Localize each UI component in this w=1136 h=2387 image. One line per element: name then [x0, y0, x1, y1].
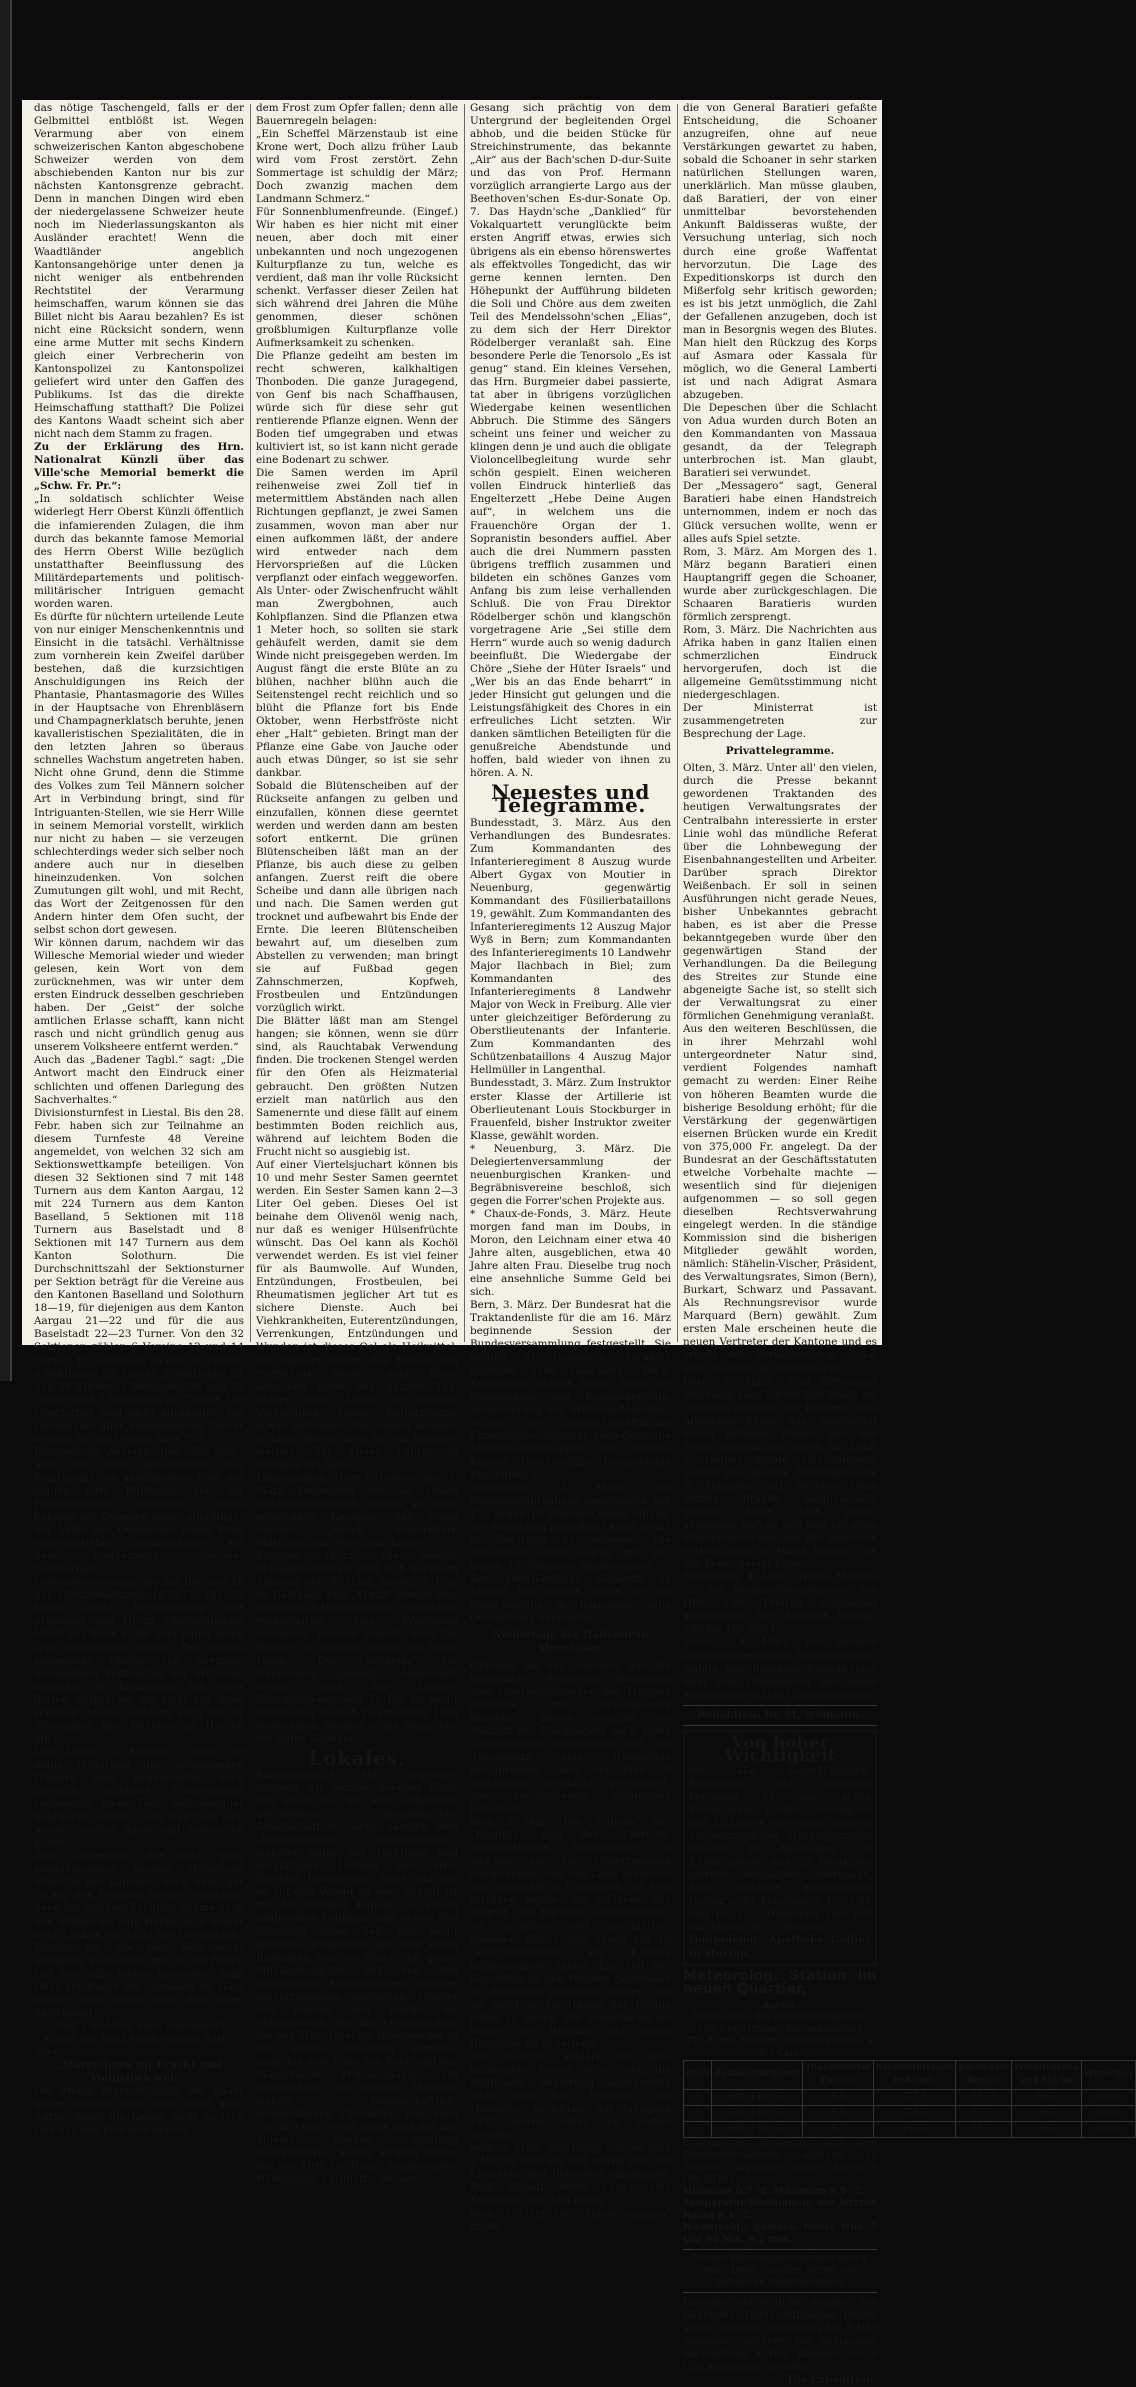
table-cell: 6,7 — [803, 2121, 873, 2137]
meteo-note: Niederschl., gemess. heute früh 7 Uhr 30 Min. 0,1 mm. — [683, 2221, 877, 2245]
paragraph: Bundesstadt, 3. März. Aus den Verhandlungen des Bundesrates. Zum Kommandanten des Infanterieregiment 8 Auszug wurde Albert Gygax von Moutier in Neuenburg, gegenwärtig Kommandant des Füsilierbataillons 19, gewählt. Zum Kommandanten des Infanterieregiments 12 Auszug Major Wyß in Bern; zum Kommandanten des Infanterieregiments 10 Landwehr Major Ilachbach in Biel; zum Kommandanten des Infanterieregiments 8 Landwehr Major von Weck in Freiburg. Alle vier unter gleichzeitiger Beförderung zu Oberstlieutenants der Infanterie. Zum Kommandanten des Schützenbataillons 4 Auszug Major Hellmüller in Langenthal. — [470, 816, 671, 1077]
meteo-table — [683, 2060, 1136, 2138]
paragraph: Die Blätter läßt man am Stengel hangen; sie können, wenn sie dürr sind, als Rauchtabak Verwendung finden. Die trockenen Stengel werden für den Ofen als Heizmaterial gebraucht. Den größten Nutzen erzielt man natürlich aus den Samenernte und diese fällt auf einem bestimmten Boden reichlich aus, während auf leichtem Boden die Frucht nicht so ausgiebig ist. — [256, 1015, 458, 1158]
table-cell: 737,1 — [956, 2121, 1012, 2137]
table-header-row — [684, 2060, 1136, 2089]
paragraph: die von General Baratieri gefaßte Entscheidung, die Schoaner anzugreifen, ohne auf neue Verstärkungen gewartet zu haben, sobald die Schoaner in sehr starken natürlichen Stellungen waren, unerklärlich. Man müsse glauben, daß Baratieri, der von einer unmittelbar bevorstehenden Ankunft Baldisseras wußte, der Versuchung unterlag, sich noch durch eine große Waffentat hervorzutun. Die Lage des Expeditionskorps ist durch den Mißerfolg sehr kritisch geworden; es ist bis jetzt unmöglich, die Zahl der Gefallenen anzugeben, doch ist man in Besorgnis wegen des Blutes. Man hielt den Rückzug des Korps auf Asmara oder Kassala für möglich, wo die General Lamberti ist und nach Adigrat Asmara abzugeben. — [683, 102, 877, 402]
table-row — [684, 2121, 1136, 2137]
paragraph: Für Sonnenblumenfreunde. (Eingef.) Wir haben es hier nicht mit einer neuen, aber doch mit einer unbekannten und noch ungezogenen Kulturpflanze zu tun, welche es verdient, daß man ihr volle Rücksicht schenkt. Verfasser dieser Zeilen hat sich während drei Jahren die Mühe genommen, dieser schönen großblumigen Kulturpflanze volle Aufmerksamkeit zu schenken. — [256, 206, 458, 349]
table-cell: 735,1 — [956, 2105, 1012, 2121]
divider — [683, 1705, 877, 1706]
paragraph: Divisionsturnfest in Liestal. Bis den 28. Febr. haben sich zur Teilnahme an diesem Turnfeste 48 Vereine angemeldet, von welchen 32 sich am Sektionswettkampfe beteiligen. Von diesen 32 Sektionen sind 7 mit 148 Turnern aus dem Kanton Aargau, 12 mit 224 Turnern aus dem Kanton Baselland, 5 Sektionen mit 118 Turnern aus Baselstadt und 8 Sektionen mit 147 Turnern aus dem Kanton Solothurn. Die Durchschnittszahl der Sektionsturner per Sektion beträgt für die Vereine aus den Kantonen Baselland und Solothurn 18—19, für diejenigen aus dem Kanton Aargau 21—22 und für die aus Baselstadt 22—23 Turner. Von den 32 Sektionen zählen 6 Vereine 12 und 14 Turner, 15 Sektionen 16 und 18 Turner, 4 Sektionen 20 Turner, 2 Sektionen 24 und 28 Turner, 3 Sektionen 30 und 32 Turner und 2 Sektionen 40 Turner. Die Oberturner sind nicht mitgezählt. Die Gesamtzahl aller angemeldeten Turner beträgt bis jetzt etwas über 750. — [34, 1106, 244, 1445]
expedition-signature: Die Expedition. — [787, 2374, 877, 2387]
verse-line: „Taut's im März nach Sommerart, — [49, 2019, 229, 2032]
table-cell: Abd. 9 Uhr 30 — [712, 2105, 803, 2121]
ad-title: Von hoher Wichtigkeit — [724, 1732, 836, 1766]
meteo-place: Aarau. — [762, 1999, 798, 2011]
paragraph: Olten, 3. März. Unter all' den vielen, durch die Presse bekannt gewordenen Traktanden des heutigen Verwaltungsrates der Centralbahn interessierte in erster Linie wohl das mündliche Referat über die Lohnbewegung der Eisenbahnangestellten und Arbeiter. Darüber sprach Direktor Weißenbach. Er soll in seinen Ausführungen nicht gerade Neues, bisher Unbekanntes gebracht haben, es ist aber die Presse bekanntgegeben wurde über den gegenwärtigen Stand der Verhandlungen. Da die Beilegung des Streites zur Stunde eine abgeneigte Sache ist, so stellt sich der Verwaltungsrat zu einer förmlichen Genehmigung veranlaßt. — [683, 762, 877, 1023]
meteo-note: Minimum 0,7 °C. Maximum 9,5 °C. — [683, 2185, 865, 2197]
left-binding-strip — [0, 0, 12, 1381]
paragraph: Rom, 3. März. Der König traf um halb 2 Uhr in Rom ein und wurde von den Ministern und Behörden empfangen. Bald darauf hatte Crispi eine Konferenz mit dem König. — [470, 2142, 671, 2207]
paragraph: Der Ministerrat ist zusammengetreten zur Besprechung der Lage. — [683, 702, 877, 741]
table-cell: 8,0 — [803, 2089, 873, 2105]
section-heading-lokales: Lokales. — [308, 1745, 406, 1770]
table-cell: 4. — [684, 2121, 712, 2137]
paragraph: Die Depeschen über die Schlacht von Adua wurden durch Boten an den Kommandanten von Massaua gesandt, da der Telegraph unterbrochen ist. Man glaubt, Baratieri sei verwundet. — [683, 402, 877, 480]
paragraph: * Chaux-de-Fonds, 3. März. Heute morgen fand man im Doubs, in Moron, den Leichnam einer etwa 40 Jahre alten, ausgeblichen, etwa 40 Jahre alten Frau. Dieselbe trug noch eine ansehnliche Summe Geld bei sich. — [470, 1207, 671, 1299]
table-cell: bew. — [1082, 2089, 1136, 2105]
paragraph: * Neuenburg, 3. März. Die Delegiertenversammlung der neuenburgischen Kranken- und Begräbnisvereine beschloß, sich gegen die Forrer'schen Projekte aus. — [470, 1142, 671, 1207]
paragraph: Rom, 3. März. Am Morgen des 1. März begann Baratieri einen Hauptangriff gegen die Schoaner, wurde aber zurückgeschlagen. Die Schaaren Baratieris wurden förmlich zersprengt. — [683, 545, 877, 623]
table-cell: Mitt. 1 Uhr 30 — [712, 2089, 803, 2105]
paragraph: Es dürfte für nüchtern urteilende Leute von nur einiger Menschenkenntnis und Einsicht in die tatsächl. Verhältnisse zum vornherein kein Zweifel darüber bestehen, daß die kurzsichtigen Anschuldigungen ins Reich der Phantasie, Phantasmagorie des Willes in der Hauptsache von Ehrenbläsern und Champagnerklatsch beruhte, jenen kavalleristischen Spezialitäten, die in den letzten Jahren so überaus schnelles Wachstum angetreten haben. Nicht ohne Grund, denn die Stimme des Volkes zum Teil Männern solcher Art in Verbindung bringt, sind für Intriguanten-Stellen, wie sie Herr Wille in seinem Memorial vorstellt, wirklich nur nicht zu haben — sie verzeugen schlechterdings weder sich selber noch andere auch nur in dieselben hineinzudenken. Von solchen Zumutungen gilt wohl, und mit Recht, das Wort der Zeitgenossen für den Andern hinter dem Ofen sucht, der selbst schon dort gewesen. — [34, 610, 244, 936]
table-cell: NW₁ — [1012, 2089, 1082, 2105]
paragraph: Auch angesichts der noch ganz ausnahmsweise großen Heustöcke wünsche der Landwirt noch nicht gar zu arg den Frühling herbei wünschen; denn bei starkem Frühling nähme er in den Ställen bis zum Herbst sich immer noch Lücken von 1893 her zu fürchten. — [34, 1850, 244, 1941]
verse: „Ein Scheffel Märzenstaub ist eine Krone wert, Doch allzu früher Laub wird vom Frost zerstört. Zehn Sommertage ist schuldig der März; Doch zwanzig machen dem Landmann Schmerz.“ — [256, 128, 458, 206]
paragraph: Washington, 3. März. Das Repräsentantenhaus genehmigte mit 175 gegen 19 Stimmen einen Antrag, die Resolution betreffend Kuba sofort in Beratung zu nehmen. Die Resolution selbst wurde mit 263 gegen 16 Stimmen angenommen. — Der amerikanische Gesandte in Madrid hat ganzen schon für die Zwischenfälle in Barcelona volle Genugtuung anerboten. — [470, 1481, 671, 1625]
meteo-note: Temperatur-Minimum in der letzten Nacht 6,1 °C. — [683, 2197, 877, 2221]
paragraph: Vom Lande. (O Korresp.) Durch die milde Witterung des vergangenen Winters sind gegenwärtig noch ziemlich reichliche Futtervorräte vorhanden; eines Teils, weil weniger gebraucht worden, teils weil man sich wieder solches fällen und zubereiten konnte. — [34, 1745, 244, 1850]
paragraph: Auf einer Viertelsjuchart können bis 10 und mehr Sester Samen geerntet werden. Ein Sester Samen kann 2—3 Liter Oel geben. Dieses Oel ist beinahe dem Olivenöl wenig nach, nur daß es weniger Hülsenfrüchte wünscht. Das Oel kann als Kochöl verwendet werden. Es ist viel feiner für als Baumwolle. Auf Wunden, Entzündungen, Frostbeulen, bei Rheumatismen jeglicher Art tut es sichere Dienste. Auch bei Viehkrankheiten, Euterentzündungen, Verrenkungen, Entzündungen und Wunden ist dieses Oel als Heilmittel. Die Blättern liefern den Bienen den trefflichste Weide; denn diese besuchen diese den ganzen Tag. Mögen diese Zeilen zur weitern Verbreitung dieser Kulturpflanze etwas beitragen. Die Samen können, so lange Vorrat, noch bei mir bezogen werden. Sig. Meier, Lehrer in Kättigen bei Aarau. — [256, 1158, 458, 1471]
divider — [683, 1725, 877, 1726]
table-cell: 3. — [684, 2105, 712, 2121]
paragraph: Sobald die Blütenscheiben auf der Rückseite anfangen zu gelben und einzufallen, können diese geerntet werden und werden dann am besten sofort entkernt. Die grünen Blütenscheiben läßt man an der Pflanze, bis auch diese zu gelben anfangen. Zuerst reift die obere Scheibe und dann alle übrigen nach und nach. Die Samen werden gut trocknet und aufbewahrt bis Ende der Ernte. Die leeren Blütenscheiben bewahrt auf, um dieselben zum Abstellen zu verwenden; man bringt sie auf Fußbad gegen Zahnschmerzen, Kopfweh, Frostbeulen und Entzündungen vorzüglich wirkt. — [256, 780, 458, 1015]
editor-line: Redaktion: Dr. M. Widmann. — [697, 1708, 863, 1721]
table-cell: 733,5 — [956, 2089, 1012, 2105]
subheading-privattelegramme: Privattelegramme. — [725, 745, 835, 758]
paragraph: „In soldatisch schlichter Weise widerlegt Herr Oberst Künzli öffentlich die infamierenden Zulagen, die ihm durch das bekannte famose Memorial des Herrn Oberst Wille bezüglich unstatthafter Beeinflussung des Militärdepartements und politisch-militärischer Intriguen gemacht worden waren. — [34, 493, 244, 610]
inserate-text: Inserate, welche in der nummer des folgenden Tages Aufnahme finden sollen, müssen spätestens bis 9 Uhr morgens, größere bis spätestens nachmittags 4 Uhr, kleinere bis 9 Uhr abgegeben werden. — [683, 2295, 877, 2374]
inserate-notice — [683, 2296, 877, 2374]
paragraph: Die Pflanze gedeiht am besten im recht schweren, kalkhaltigen Thonboden. Die ganze Juragegend, von Genf bis nach Schaffhausen, würde sich für diese sehr gut rentierende Pflanze eignen. Wenn der Boden tief umgegraben und etwas kultiviert ist, so ist kann nicht gerade eine Bodenart zu schwer. — [256, 349, 458, 467]
table-row — [684, 2105, 1136, 2121]
paragraph: Bern, 3. März. Der Bundesrat hat die Traktandenliste für die am 16. März beginnende Session der Bundesversammlung festgestellt. Sie enthält 37 Nummern, darunter folgende neue Geschäfte: Berg-Korrektion, Motion Favon, Wahl der Suppleanten des Bundesgerichts, Verbesserung der Artillerie-Munition, Schutz der landwirtschaftlichen Erzeugnisse, Postulat betreffend die Militärbetriebsbahnen der Militär-Kassen, Gesetzesfälle, Postgebäude Frauenfeld xc. — [470, 1299, 671, 1481]
paragraph: Wir können darum, nachdem wir das Willesche Memorial wieder und wieder gelesen, kein Wort von dem zurücknehmen, was wir unter dem ersten Eindruck desselben geschrieben haben. Der „Geist“ der solche amtlichen Erlasse schafft, kann nicht rasch und nicht gründlich genug aus unserem Volksheere entfernt werden.“ — [34, 937, 244, 1054]
paragraph: Offenbar hat der Umstand, daß die italienische Regierung Baldissera zum Oberbefehlshaber der Truppen ernannte, mit Uebergehung Baratieris, diesen veranlaßt, vor Ankunft des Nachfolgers noch einen Gewaltstreich auszuführen und den Abessiniern eine Niederlage beizubringen. Aber der Plan ist gescheitert, gründlich gescheitert, wie nachstehende Meldungen beweisen. — [470, 1659, 671, 1816]
ad-depot: Hauptdepot: Apotheke Golliez in Murten. — [689, 1934, 871, 1960]
paragraph: Bundesstadt, 3. März. Zum Instruktor erster Klasse der Artillerie ist Oberlieutenant Louis Stockburger in Frauenfeld, bisher Instruktor zweiter Klasse, gewählt worden. — [470, 1077, 671, 1142]
column-rule — [250, 104, 251, 1342]
weather-forecast: Zürcher Witterungsaussichten vom 4. März 1896. Unstätes Wetter mit zeitweisen Niederschlägen. — [690, 2252, 870, 2288]
column-4 — [683, 102, 1133, 2387]
table-header: Beobachtungszeit — [712, 2060, 803, 2089]
paragraph: das nötige Taschengeld, falls er der Gelbmittel entblößt ist. Wegen Verarmung aber von einem schweizerischen Kanton abgeschobene Schweizer werden von dem abschiebenden Kanton nur bis zur nächsten Kantonsgrenze gebracht. Denn in manchen Dingen wird eben der niedergelassene Schweizer heute noch im Niederlassungskanton als Ausländer erachtet! Wenn die Waadtländer angeblich Kantonsangehörige unter denen ja nicht weniger als entbehrenden Rechtstitel der Verarmung heimschaffen, warum können sie das Billet nicht bis Aarau bezahlen? Es ist nicht eine Rücksicht sondern, wenn eine arme Mutter mit sechs Kindern gleich einer Verbrecherin von Kantonspolizei zu Kantonspolizei geliefert wird unter den Gaffen des Publikums. Ist das die direkte Heimschaffung statthaft? Die Polizei des Kantons Waadt scheint sich aber nicht nach dem Stamm zu fragen. — [34, 102, 244, 441]
divider — [683, 2292, 877, 2293]
table-cell: 3. — [684, 2089, 712, 2105]
paragraph: Rom, 3. März. Der „Popolo romano“ findet — [470, 2207, 671, 2233]
paragraph: Rom, 3. März. Die „Tribuna“, der „Fanfulla“ und der „Esercito“ veröffentlichen Extrablätter, in welchen sie die Ueberzeugung aussprechen, daß das Land männlich das unglückliche Ungemach mit Mut ertragen werde. Sie erklären, der Angriff, den Baratieri unternommen, sei unfaßbar und unerklärlich gewesen, daß 15,000 Mann mit 10 Gebirgsbatterien am Kampfe teilgenommen haben. Ein Teil der Geschütze ist den Feinden gegenüber an Abgründe geworfen worden, um sie nicht in die Hände der Feinde fallen zu lassen. Die Hauptsache sei bisher die Italiener auf ihrem Rückzuge nicht verfolgt. — [470, 1816, 671, 2050]
paragraph: Konzertbericht. Mit Vergnügen nahmen wir letzten Sonntag Notiz von einer uns bis jetzt unbekannt gebliebenen musikalischen Gesellschaft in Aarau, nämlich dem „Evangelischen Gesangverein“, welcher unter der tüchtigen und sorgfältigen Leitung des Hrn. Direktor Rödelberger steht und der es auf den Verein an dem Schritt ist mit der Evangel. Kapelle vor einem zahlreichen Publikum zum ersten Mal öffentlich hören ließ. Das recht gewählte Programm ließ nun einen Rundgang machen durch die ganze Musikgeschichte und von den bestimmten Kompositionen unserer hervorragenden deutschen Meister von Händel und Haydn bis Mendelssohn. Von den Orgelstücken, die von Hrn. Direktor Rödelberger in der ersten Abteilung erfreute, zunächst eine Fuge von Bach und das Mozart'sche H-moll-Adagio, ein Klavierstück von feinster Melodie, welche leidenschaftlich, schmerzlichen Charakter, das auch für die Orgel wohl paßte und das der Spieler ebenso einfühlig interpretierte. Schön wirkten ferner das von Hrn. Dr. Hirzel vorgetragene Händelsche Larghetto, dessen — [256, 1768, 458, 2186]
table-header: Witterung — [1082, 2060, 1136, 2089]
meteo-note: Extreme der Temperatur nach dem Extremthermometer während 24 Stunden, abgelesen gestern Abend 9 Uhr 30 Min. — [683, 2137, 877, 2185]
column-1 — [34, 102, 244, 2347]
paragraph: Gesang sich prächtig von dem Untergrund der begleitenden Orgel abhob, und die beiden Stücke für Streichinstrumente, das bekannte „Air“ aus der Bach'schen D-dur-Suite und das von Prof. Hermann vorzüglich arrangierte Largo aus der Beethoven'schen Es-dur-Sonate Op. 7. Das Haydn'sche „Danklied“ für Vokalquartett verunglückte beim ersten Angriff etwas, erwies sich übrigens als ein ebenso hörenswertes als effektvolles Tongedicht, das wir gerne kennen lernten. Den Höhepunkt der Aufführung bildeten die Soli und Chöre aus dem zweiten Teil des Mendelssohn'schen „Elias“, zu dem sich der Herr Direktor Rödelberger veranlaßt sah. Eine besondere Perle die Tenorsolo „Es ist genug“ stand. Ein kleines Versehen, das Hrn. Burgmeier dabei passierte, tat aber in übrigens vorzüglichen Wiedergabe keinen wesentlichen Abbruch. Die Stimme des Sängers scheint uns feiner und weicher zu klingen denn je und auch die obligate Violoncellbegleitung wurde sehr schön gespielt. Einen weicheren vollen Eindruck hinterließ das Engelterzett „Hebe Deine Augen auf“, in welchem uns die Frauenchöre Organ der 1. Sopranistin besonders auffiel. Aber auch die drei Nummern passten übrigens trefflich zusammen und bildeten ein schönes Ganzes vom Anfang bis zum leise verhallenden Schluß. Die von Frau Direktor Rödelberger schön und klangschön vorgetragene Arie „Sei stille dem Herrn“ wurde auch so wenig dadurch beeinflußt. Die Wiedergabe der Chöre „Siehe der Hüter Israels“ und „Wer bis an das Ende beharrt“ in jeder Hinsicht gut gelungen und die Leistungsfähigkeit des Chores in ein erfreuliches Licht setzten. Wir danken sämtlichen Beteiligten für die genußreiche Abendstunde und hoffen, bald wieder von ihnen zu hören. A. N. — [470, 102, 671, 780]
ad-body: für alle Schwächlichen, Blutarmen und delikaten Personen ist der echte Eisencognac Golliez; vorzüglich seit 22 Jahren von vielen Aerzten als vorzügliches Stärkungsmittel beliebt. In Apotheken; 10 Ehrendiplome und 20 Medaillen wurden demselben zuerkannt. Man verlange ausdrücklich Golliez's. In Flaschen à Fr. 2.50 und Fr. 5.—, Dieselben sind mit der Marke der „2 Palmen“. — [689, 1764, 871, 1934]
verse-line: „Märzschnee tut Frucht und Weinstock weh.“ — [56, 2059, 222, 2085]
table-header: Barometer Reduc. — [956, 2060, 1012, 2089]
table-row — [684, 2089, 1136, 2105]
column-rule — [464, 104, 465, 1342]
section-heading-telegramme: Neuestes und Telegramme. — [491, 780, 650, 818]
table-header: März — [684, 2060, 712, 2089]
divider — [683, 2249, 877, 2250]
paragraph: Der „Messagero“ sagt, General Baratieri habe einen Handstreich unternommen, indem er noch das Glück versuchen wollte, wenn er alles aufs Spiel setzte. — [683, 480, 877, 545]
table-header: Thermometer Celsius — [803, 2060, 873, 2089]
table-cell: 727,3 — [873, 2089, 956, 2105]
meteo-title: Meteorolog. Station im neuen Quartier, — [683, 1967, 877, 1997]
paragraph: Pluvius hat wie sein Naß recht ausgiebig gespendet und ist der Boden fast nur allzu locker geworden; man sieht der Bauer ein Austauen im März wieder ganz gerne, nach dem alten Sprichwort: — [34, 1941, 244, 2019]
column-rule — [677, 104, 678, 1342]
table-header: Barometerstand in Absol. — [873, 2060, 956, 2089]
paragraph: dem Frost zum Opfer fallen; denn alle Bauernregeln belagen: — [256, 102, 458, 128]
table-cell: 5,0 — [803, 2105, 873, 2121]
column-3 — [470, 102, 671, 2347]
paragraph: Schwyz, 4. März. Der gestern zusammengetretene Verfassungsrat wählte den liberalen Bankdirektor Real zum Präsidenten und einen Konservativen zum Vizepräsidenten. — [683, 1636, 877, 1701]
paragraph: Der „Esercito“ erklärt, daß diese italienische Presse jedoch wohl die Baldissera Regierung anzugreifen nicht mehr hat. „Fanfulla“ und „Esercito“ berichten, der Jahrgang 1872 werde unter die Waffen gerufen. — [470, 2050, 671, 2142]
paragraph: Zu der Erklärung des Hrn. Nationalrat Künzli über das Ville'sche Memorial bemerkt die „Schw. Fr. Pr.“: — [34, 441, 244, 493]
table-cell: bew. — [1082, 2121, 1136, 2137]
table-cell: SW₁ — [1012, 2121, 1082, 2137]
table-cell: Mrg. 7 Uhr 30 — [712, 2121, 803, 2137]
paragraph: Aus den weiteren Beschlüssen, die in ihrer Mehrzahl wohl untergeordneter Natur sind, verdient Folgendes namhaft gemacht zu werden: Einer Reihe von höheren Beamten wurde die bisherige Besoldung erhöht; für die Verstärkung der gegenwärtigen eisernen Brücken wurde ein Kredit von 375,000 Fr. angelegt. Da der Bundesrat an der Geschäftsstatuten etwelche Vorbehalte machte — wesentlich sind für diejenigen aufgenommen — so soll gegen dieselben Rechtsverwahrung eingelegt werden. In die ständige Kommission sind die bisherigen Mitglieder gewählt worden, nämlich: Stähelin-Vischer, Präsident, des Verwaltungsrates, Simon (Bern), Burkart, Schwarz und Passavant. Als Rechnungsrevisor wurde Marquard (Bern) gewählt. Zum ersten Male erscheinen heute die neuen Vertreter der Kantone und es erhellt der Verwaltungsrat damit eine ansehnliche Verstärkung. — [683, 1023, 877, 1375]
paragraph: Kättigen. (Korr.) Die hiesige Musikgesellschaft wird sich nächsten Sonntag den 8. März, abends 8 Uhr, im Gasthaus zum „Kreuz“ wieder eine musikalisch-theatralische Produktion veranstalten. Das Programm verspricht reichen Genuß; auch für Humor ist gesorgt, indem die fidele Posse: „Der Pechpeter“ zur Darstellung gelangt. Angesichts dessen und des billigen Eintrittspreises von 50 Rp. ist recht zahlreicher Besuch zu erwarten. Dem strebsamen Vereine selbst wünschen wir gutes Gelingen. — [256, 1550, 458, 1745]
verse-line: Kriegt der Lenz einen weißen Bart.“ — [43, 2032, 235, 2045]
paragraph: Veteranenversammlung der Batterie 16 der Grenzbesetzung 1870/71. Die 70 Mann starke Versammlung war präsidiert von Herrn Oberlieutenant Marti aus Stein a. Rh. und nahm einen sehr gemütlichen Verlauf. Der damals anwesende Oberst von Grenzen, dazumaliger Waffenchef der Artillerie, begrüßte die Kameraden mit einer flotten Ansprache, die nicht nur ihres schönen Inhalts, sondern auch der 81 Altersjahre des Redners zu Herzen ging. — [34, 1576, 244, 1745]
subheading-niederlage: Niederlage der Italiener in Abessinien. — [492, 1629, 649, 1655]
column-2 — [256, 102, 458, 2347]
table-cell: 731,0 — [873, 2121, 956, 2137]
paragraph: Die Samen werden im April reihenweise zwei Zoll tief in metermittlem Abständen nach allen Richtungen gepflanzt, je zwei Samen zusammen, wovon man aber nur einen aufkommen läßt, der andere wird entweder nach dem Hervorsprießen auf die Lücken verpflanzt oder einfach weggeworfen. Als Unter- oder Zwischenfrucht wählt man Zwergbohnen, auch Kohlpflanzen. Sind die Pflanzen etwa 1 Meter hoch, so sollten sie stark gehäufelt werden, damit sie dem Winde nicht preisgegeben werden. Im August fängt die erste Blüte an zu blühen, nachher blühn auch die Seitenstengel recht reichlich und so blüht die Pflanze fort bis Ende Oktober, wenn Herbstfröste nicht eher „Halt“ gebieten. Bringt man der Pflanze eine Gabe von Jauche oder auch etwas Dünger, so ist sie sehr dankbar. — [256, 467, 458, 780]
table-cell: 729,0 — [873, 2105, 956, 2121]
paragraph: Auch das „Badener Tagbl.“ sagt: „Die Antwort macht den Eindruck einer schlichten und offenen Darlegung des Sachverhaltes.“ — [34, 1054, 244, 1106]
advertisement-golliez — [683, 1730, 877, 1966]
paragraph: Jurassier im Ausland. Der „Nat.-Ztg.“ wird aus Kairo geschrieben: Das Bezirksamt von angeblichem Tode des jungen Otto Buflinger, der zur Fremdenlegion gegangen, nichts bekannt sei. Dagegen habe „allerdings“ der Vater des Genannten einen Brief eingeschrieben zurückerhalten mit dem Postvermerk „decédé“ (verstorben). — [34, 1445, 244, 1576]
paragraph: Rom, 3. März. Die Nachrichten aus Afrika haben in ganz Italien einen schmerzlichen Eindruck hervorgerufen, doch ist die allgemeine Gemütsstimmung nicht niedergeschlagen. — [683, 623, 877, 702]
meteo-info: Meereshöhe des Beobachtungsortes 396,7 m. Mittlerer Barometerstand 727,8 mm. Mittlere Jahrestemperatur + 8,2 Cels. — [685, 2011, 875, 2059]
paragraph: Bern, 3. März. Zum drittenmal innerhalb ganz kurzer Zeit brach am Dienstag Abend in der Brauerei zum Altenberg Feuer aus, begünstigt durch heftigen Winde, der das Feuer gelegentlich gegen die Stadt zu treiben drohte. Nur langsam gelang das gleiche Nebengebäude in Flammen auf, welches beim letzten Brande hauptsächlich gelitten hatte. Man glaubt allgemein, daß es sich hier bei allen Brandausbrüchen um die nämliche verbrecherische Hand handle, die das Feuer gelegt habe. — [683, 1375, 877, 1571]
verse-line: oder: — [34, 2045, 62, 2058]
table-header: Windrichtung und Stärke — [1012, 2060, 1082, 2089]
table-cell: bew. — [1082, 2105, 1136, 2121]
paragraph: Lenzosnaden. (Korr.) Gestern den 3. März bemerkten wir an einem Wachholderstrauch bereits so stark entwickelte Knospen, daß schon nimmer, jedoch bemerkbare Blättchen zum Vorschein kamen. — [256, 1471, 458, 1550]
paragraph: Einsiedeln, 4. März. Heute Morgen ist die Baumwollenspinnerei des Hrn. Chr. Freitag vollständig abgebrannt. Der Schaden beträgt 100 bis 150,000 Fr. — [683, 1571, 877, 1636]
paragraph: Der Monat März wünscht der Bauer gerne trocken, doch auch nicht allzu warm, damit die Keime nicht zu früh sich aus den Erdreich heraus — [34, 2085, 244, 2137]
table-cell: SW₁ — [1012, 2105, 1082, 2121]
